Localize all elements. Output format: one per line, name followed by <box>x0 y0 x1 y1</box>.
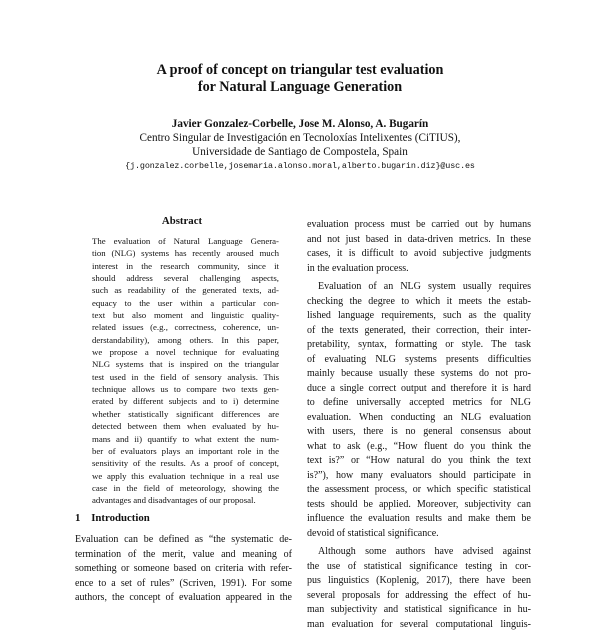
text-line: sensitivity of the results. As a proof of concept, <box>92 457 279 469</box>
text-line: we apply this evaluation technique in a real use <box>92 470 279 482</box>
text-line: is?”), how many evaluators should participate in <box>307 469 531 484</box>
text-line: ber of evaluators plays an important role in the <box>92 445 279 457</box>
text-line: tion (NLG) systems has recently aroused much <box>92 247 279 259</box>
text-line: lished language requirements, such as the quality <box>307 309 531 324</box>
text-line: man evaluation for several computational linguis- <box>307 618 531 632</box>
text-line: Evaluation can be defined as “the systematic de- <box>75 533 292 548</box>
introduction-text <box>75 533 292 606</box>
affiliation-line: Universidade de Santiago de Compostela, Spain <box>40 145 560 159</box>
text-line: technique allows us to compare two texts gen- <box>92 383 279 395</box>
text-line: checking the degree to which it meets the estab- <box>307 295 531 310</box>
text-line: duce a single correct output and therefore it is hard <box>307 382 531 397</box>
text-line: detected between them when evaluated by hu- <box>92 420 279 432</box>
text-line: The evaluation of Natural Language Genera- <box>92 235 279 247</box>
text-line: text is?” or “How natural do you think the text <box>307 454 531 469</box>
text-line: Evaluation of an NLG system usually requires <box>307 280 531 295</box>
text-line: devoid of statistical significance. <box>307 527 531 542</box>
text-line: we propose a novel technique for evaluating <box>92 346 279 358</box>
title-line: for Natural Language Generation <box>40 79 560 96</box>
abstract-heading: Abstract <box>82 215 282 228</box>
text-line: cases, it is difficult to avoid subjective judgments <box>307 247 531 262</box>
text-line: the assessment process, or which specific statistical <box>307 483 531 498</box>
section-title: Introduction <box>91 512 150 524</box>
text-line: something or someone based on criteria with refer- <box>75 562 292 577</box>
text-line: with users, there is no general consensus about <box>307 425 531 440</box>
text-line: mans and ii) quantify to what extent the num- <box>92 433 279 445</box>
section-heading <box>75 512 295 525</box>
text-line: equacy to the user within a particular con- <box>92 297 279 309</box>
text-line: evaluation. When conducting an NLG evaluation <box>307 411 531 426</box>
text-line: case in the field of meteorology, showing the <box>92 482 279 494</box>
title-line: A proof of concept on triangular test evaluation <box>40 62 560 79</box>
text-line: in the evaluation process. <box>307 262 531 277</box>
text-line: evaluation process must be carried out by humans <box>307 218 531 233</box>
text-line: tests should be applied. Moreover, subjectivity can <box>307 498 531 513</box>
text-line: of evaluating NLG systems presents difficulties <box>307 353 531 368</box>
text-line: such as readability of the generated texts, ad- <box>92 284 279 296</box>
text-line: NLG systems that is inspired on the triangular <box>92 358 279 370</box>
affiliation-line: Centro Singular de Investigación en Tecnoloxías Intelixentes (CiTIUS), <box>40 131 560 145</box>
text-line: what to ask (e.g., “How fluent do you think the <box>307 440 531 455</box>
section-number: 1 <box>75 512 80 524</box>
text-line: man subjectivity and statistical significance in hu- <box>307 603 531 618</box>
text-line: ence to a set of rules” (Scriven, 1991). For some <box>75 577 292 592</box>
author-list: Javier Gonzalez-Corbelle, Jose M. Alonso, A. Bugarín <box>40 117 560 131</box>
text-line: the use of statistical significance testing in cor- <box>307 560 531 575</box>
text-line: Although some authors have advised against <box>307 545 531 560</box>
text-line: test used in the field of sensory analysis. This <box>92 371 279 383</box>
author-emails: {j.gonzalez.corbelle,josemaria.alonso.moral,alberto.bugarin.diz}@usc.es <box>40 160 560 172</box>
paper-title <box>40 62 560 96</box>
text-line: related issues (e.g., correctness, coherence, un- <box>92 321 279 333</box>
text-line: to define universally accepted metrics for NLG <box>307 396 531 411</box>
text-line: erated by different subjects and to i) determine <box>92 395 279 407</box>
abstract-body <box>92 235 279 507</box>
text-line: should address several challenging aspects, <box>92 272 279 284</box>
right-column-text <box>307 218 531 632</box>
text-line: and not just based in data-driven metrics. In these <box>307 233 531 248</box>
text-line: pretability, syntax, formatting or style. The task <box>307 338 531 353</box>
text-line: whether statistically significant differences are <box>92 408 279 420</box>
text-line: several proposals for addressing the effect of hu- <box>307 589 531 604</box>
text-line: pus linguistics (Koplenig, 2017), there have been <box>307 574 531 589</box>
text-line: authors, the concept of evaluation appeared in the <box>75 591 292 606</box>
text-line: mainly because usually these systems do not pro- <box>307 367 531 382</box>
text-line: advantages and disadvantages of our proposal. <box>92 494 279 506</box>
text-line: termination of the merit, value and meaning of <box>75 548 292 563</box>
text-line: of the texts generated, their correction, their inter- <box>307 324 531 339</box>
text-line: influence the evaluation results and make them be <box>307 512 531 527</box>
text-line: text but also moment and linguistic quality- <box>92 309 279 321</box>
text-line: interest in the research community, since it <box>92 260 279 272</box>
text-line: derstandability), among others. In this paper, <box>92 334 279 346</box>
